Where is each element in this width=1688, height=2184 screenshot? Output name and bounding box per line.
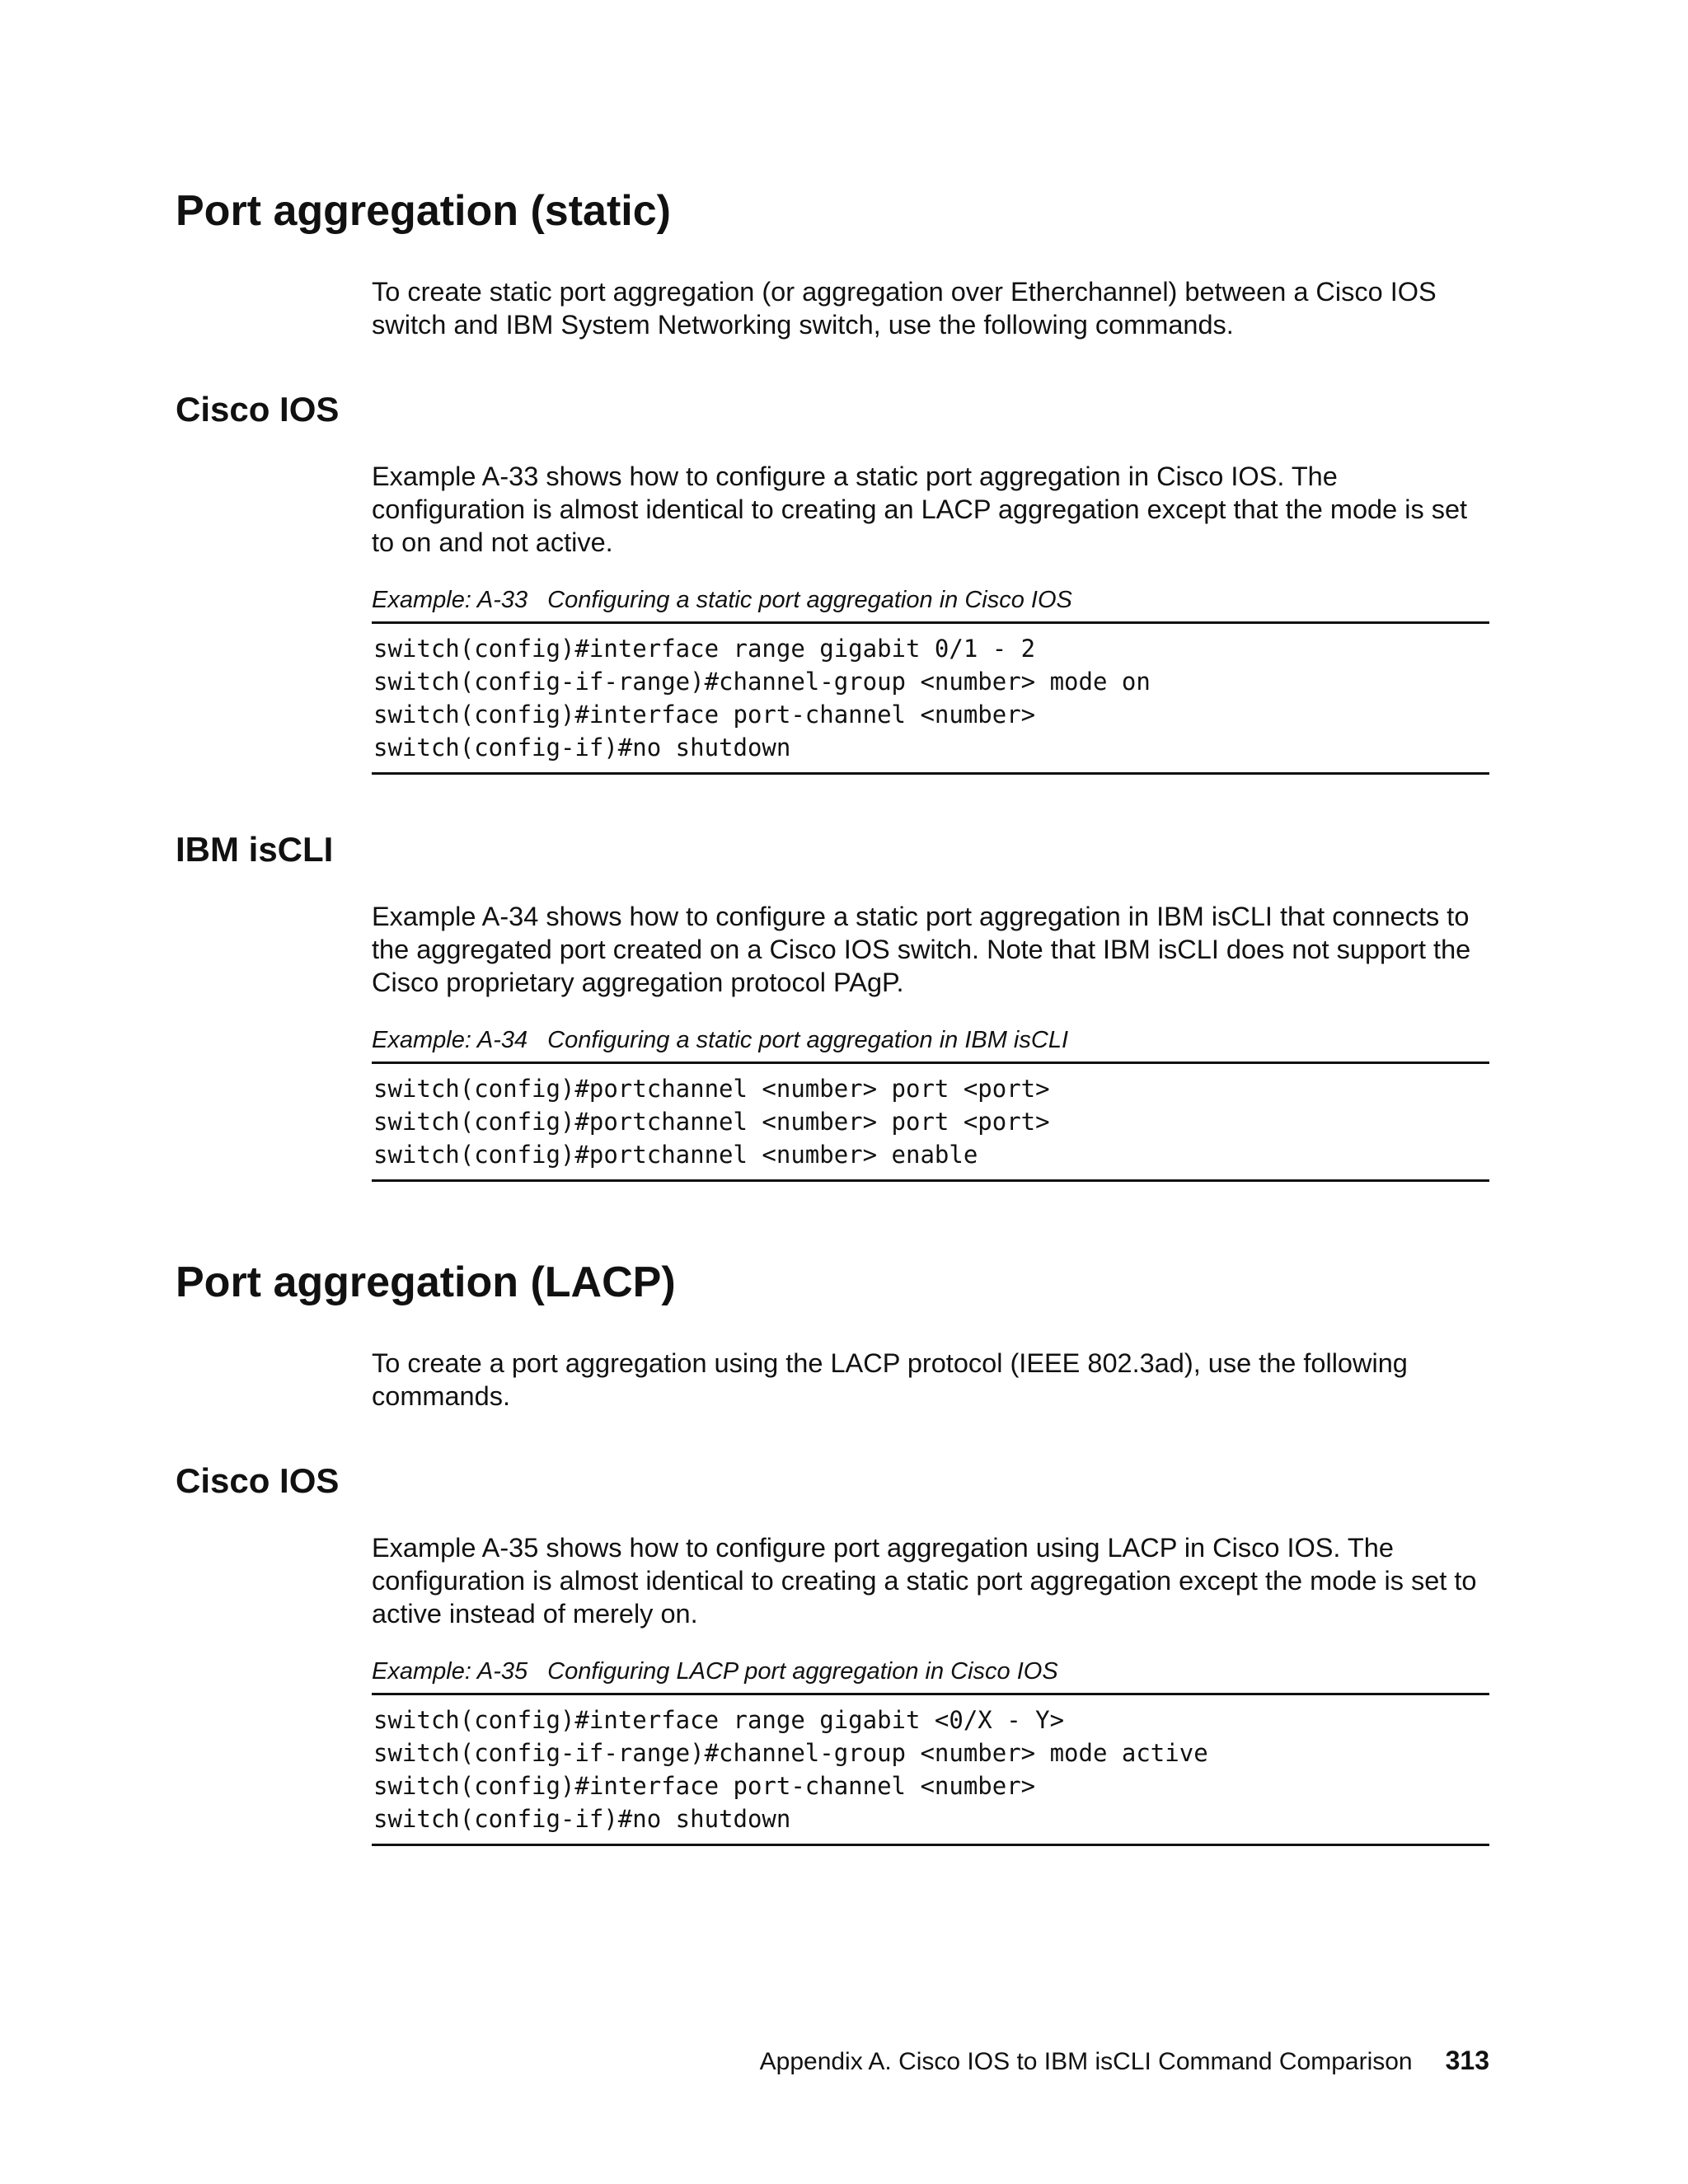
example-caption-a33 xyxy=(372,585,1489,615)
example-title: Configuring a static port aggregation in Cisco IOS xyxy=(547,587,1072,613)
cisco-ios-lacp-paragraph: Example A-35 shows how to configure port aggregation using LACP in Cisco IOS. The configuration is almost identical to creating a static port aggregation except the mode is set to active instead of merely on. xyxy=(372,1533,1477,1629)
static-intro-paragraph: To create static port aggregation (or aggregation over Etherchannel) between a Cisco IOS switch and IBM System Networking switch, use the following commands. xyxy=(372,277,1437,340)
subsection-heading-cisco-ios-static: Cisco IOS xyxy=(176,390,340,429)
footer-text: Appendix A. Cisco IOS to IBM isCLI Command Comparison xyxy=(759,2048,1413,2075)
example-title: Configuring LACP port aggregation in Cisco IOS xyxy=(547,1658,1058,1685)
lacp-intro-paragraph: To create a port aggregation using the LACP protocol (IEEE 802.3ad), use the following commands. xyxy=(372,1348,1408,1411)
example-number: Example: A-35 xyxy=(372,1658,528,1685)
example-caption-a34 xyxy=(372,1025,1489,1055)
example-caption-a35 xyxy=(372,1657,1489,1686)
code-block-a34 xyxy=(372,1062,1489,1182)
code-line: switch(config-if-range)#channel-group <number> mode on xyxy=(373,668,1151,696)
code-line: switch(config)#portchannel <number> enable xyxy=(373,1141,978,1169)
code-line: switch(config)#interface range gigabit <0/X - Y> xyxy=(373,1706,1065,1734)
page-footer xyxy=(760,2044,1489,2079)
code-line: switch(config)#interface port-channel <number> xyxy=(373,701,1036,729)
code-line: switch(config-if)#no shutdown xyxy=(373,1805,791,1833)
subsection-heading-ibm-iscli: IBM isCLI xyxy=(176,830,334,869)
subsection-heading-cisco-ios-lacp: Cisco IOS xyxy=(176,1461,340,1500)
code-line: switch(config)#interface port-channel <number> xyxy=(373,1772,1036,1800)
section-title-lacp: Port aggregation (LACP) xyxy=(176,1258,676,1306)
code-block-a35 xyxy=(372,1693,1489,1846)
cisco-ios-static-paragraph: Example A-33 shows how to configure a static port aggregation in Cisco IOS. The configuration is almost identical to creating an LACP aggregation except that the mode is set to on and not active. xyxy=(372,462,1468,557)
code-line: switch(config-if-range)#channel-group <number> mode active xyxy=(373,1739,1208,1767)
code-line: switch(config)#portchannel <number> port <port> xyxy=(373,1108,1050,1136)
code-line: switch(config)#portchannel <number> port <port> xyxy=(373,1075,1050,1103)
example-title: Configuring a static port aggregation in IBM isCLI xyxy=(547,1027,1069,1053)
code-line: switch(config-if)#no shutdown xyxy=(373,733,791,762)
example-number: Example: A-34 xyxy=(372,1027,528,1053)
code-block-a33 xyxy=(372,621,1489,775)
ibm-iscli-paragraph: Example A-34 shows how to configure a static port aggregation in IBM isCLI that connects to the aggregated port created on a Cisco IOS switch. Note that IBM isCLI does not support the Cisco proprietary aggregation protocol PAgP. xyxy=(372,902,1471,997)
section-title-static: Port aggregation (static) xyxy=(176,187,671,235)
example-number: Example: A-33 xyxy=(372,587,528,613)
code-line: switch(config)#interface range gigabit 0/1 - 2 xyxy=(373,635,1036,663)
page-number: 313 xyxy=(1445,2046,1489,2075)
